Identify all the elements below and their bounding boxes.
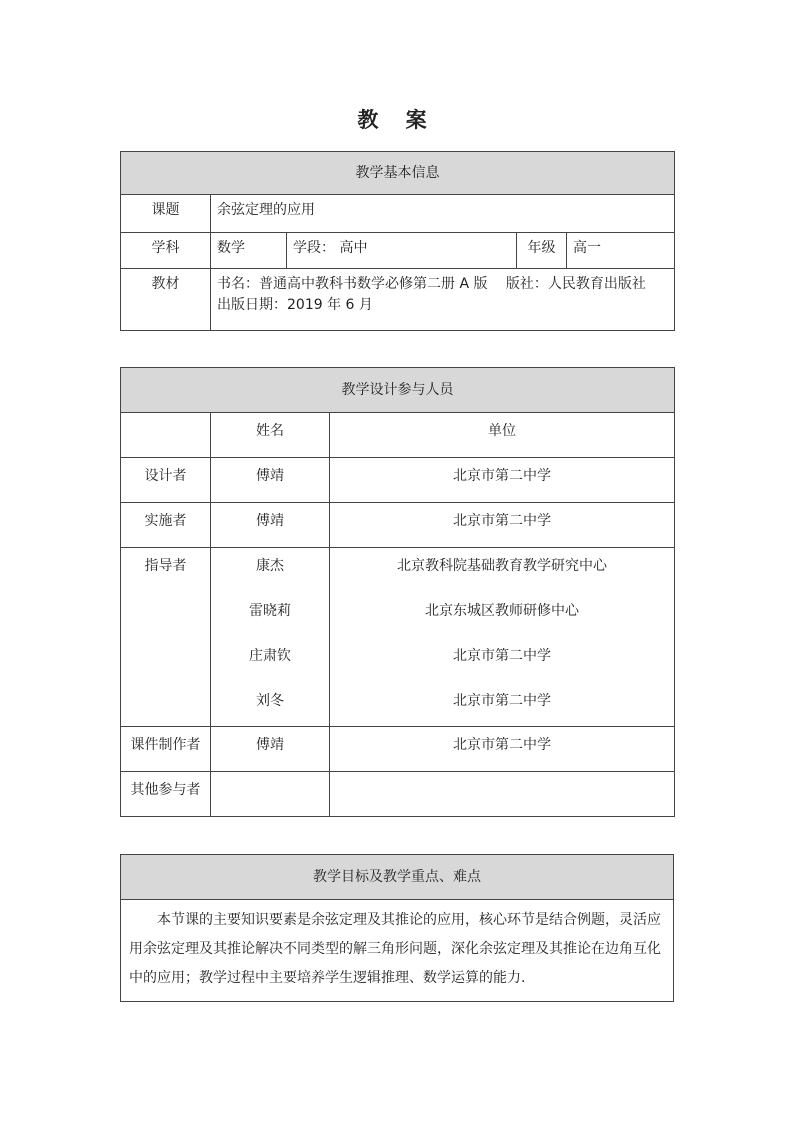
textbook-label: 教材 [121,269,211,331]
advisor-units [330,548,675,727]
col-unit-header: 单位 [330,413,675,458]
objectives-body: 本节课的主要知识要素是余弦定理及其推论的应用，核心环节是结合例题，灵活应用余弦定理及其推论解决不同类型的解三角形问题，深化余弦定理及其推论在边角互化中的应用；教学过程中主要培养学生逻辑推理、数学运算的能力. [121,900,674,1002]
advisor-name: 康杰 [256,558,284,574]
basic-info-table [120,151,675,331]
advisor-unit: 北京东城区教师研修中心 [425,603,580,619]
advisor-name: 刘冬 [256,693,284,709]
advisor-name: 庄肃钦 [249,648,291,664]
textbook-value [211,269,675,331]
page-title: 教 案 [357,107,437,132]
courseware-unit: 北京市第二中学 [330,727,675,772]
advisor-unit: 北京市第二中学 [453,693,552,709]
implementer-unit: 北京市第二中学 [330,503,675,548]
participants-table [120,367,675,817]
textbook-line-1: 书名：普通高中教科书数学必修第二册 A 版 版社：人民教育出版社 [217,276,646,292]
advisor-label: 指导者 [121,548,211,727]
grade-value: 高一 [567,233,675,269]
subject-label: 学科 [121,233,211,269]
advisor-unit: 北京市第二中学 [453,648,552,664]
topic-label: 课题 [121,195,211,233]
col-name-header: 姓名 [211,413,330,458]
basic-info-header: 教学基本信息 [121,152,675,195]
designer-unit: 北京市第二中学 [330,458,675,503]
objectives-table [120,854,674,1002]
advisor-names [211,548,330,727]
designer-label: 设计者 [121,458,211,503]
empty-cell [121,413,211,458]
advisor-name: 雷晓莉 [249,603,291,619]
topic-value: 余弦定理的应用 [211,195,675,233]
others-name [211,772,330,817]
implementer-label: 实施者 [121,503,211,548]
designer-name: 傅靖 [211,458,330,503]
stage-cell [287,233,517,269]
courseware-name: 傅靖 [211,727,330,772]
stage-value: 高中 [339,240,368,256]
others-label: 其他参与者 [121,772,211,817]
stage-label: 学段： [293,240,335,256]
advisor-unit: 北京教科院基础教育教学研究中心 [397,558,608,574]
subject-value: 数学 [211,233,287,269]
courseware-label: 课件制作者 [121,727,211,772]
others-unit [330,772,675,817]
grade-label: 年级 [517,233,567,269]
participants-header: 教学设计参与人员 [121,368,675,413]
objectives-header: 教学目标及教学重点、难点 [121,855,674,900]
textbook-line-2: 出版日期：2019 年 6 月 [217,297,373,313]
implementer-name: 傅靖 [211,503,330,548]
